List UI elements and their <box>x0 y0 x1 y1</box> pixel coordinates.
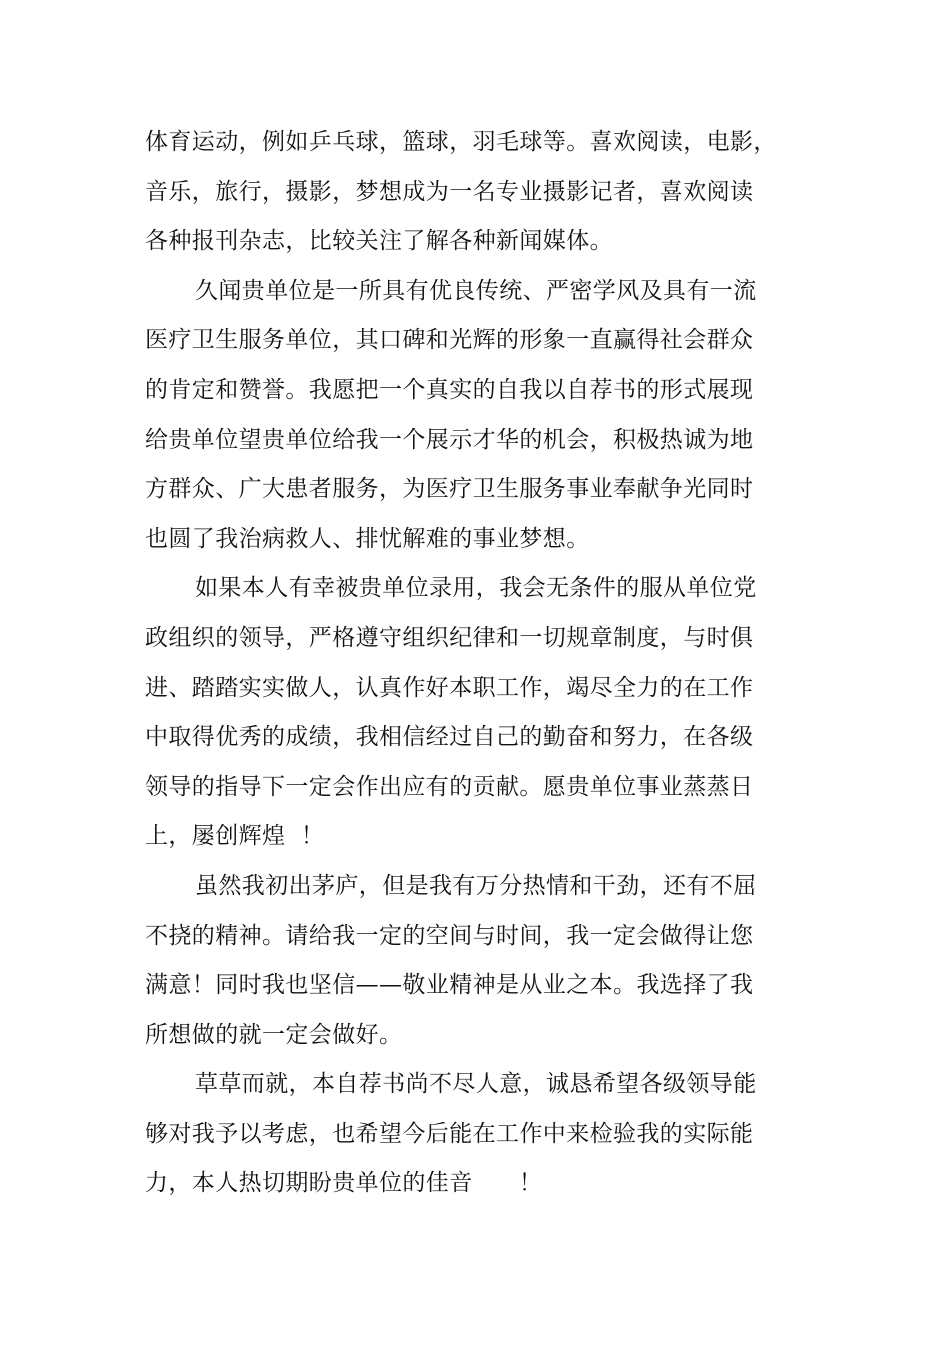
text-line: 给贵单位望贵单位给我一个展示才华的机会，积极热诚为地 <box>145 426 754 453</box>
text-line: 各种报刊杂志，比较关注了解各种新闻媒体。 <box>145 228 613 255</box>
paragraph-enthusiasm <box>145 862 755 1060</box>
document-body <box>145 118 777 1209</box>
text-line: 的肯定和赞誉。我愿把一个真实的自我以自荐书的形式展现 <box>145 376 754 403</box>
text-line: 不挠的精神。请给我一定的空间与时间，我一定会做得让您 <box>145 922 754 949</box>
text-line: 进、踏踏实实做人，认真作好本职工作，竭尽全力的在工作 <box>145 674 754 701</box>
text-line: 方群众、广大患者服务，为医疗卫生服务事业奉献争光同时 <box>145 476 754 503</box>
text-line: 领导的指导下一定会作出应有的贡献。愿贵单位事业蒸蒸日 <box>145 773 754 800</box>
text-line: 医疗卫生服务单位，其口碑和光辉的形象一直赢得社会群众 <box>145 327 754 354</box>
text-line: 力，本人热切期盼贵单位的佳音 ！ <box>145 1170 543 1197</box>
text-line: 够对我予以考虑，也希望今后能在工作中来检验我的实际能 <box>145 1120 754 1147</box>
paragraph-about-unit <box>145 267 755 565</box>
text-line: 草草而就，本自荐书尚不尽人意，诚恳希望各级领导能 <box>195 1071 757 1098</box>
text-line: 久闻贵单位是一所具有优良传统、严密学风及具有一流 <box>195 277 757 304</box>
text-line: 虽然我初出茅庐，但是我有万分热情和干劲，还有不屈 <box>195 872 757 899</box>
text-line: 体育运动，例如乒乓球，篮球，羽毛球等。喜欢阅读，电影， <box>145 129 777 155</box>
text-line: 上，屡创辉煌 ！ <box>145 823 325 850</box>
text-line: 也圆了我治病救人、排忧解难的事业梦想。 <box>145 525 590 552</box>
text-line: 满意！同时我也坚信——敬业精神是从业之本。我选择了我 <box>145 972 754 999</box>
text-line: 所想做的就一定会做好。 <box>145 1021 403 1048</box>
text-line: 音乐，旅行，摄影，梦想成为一名专业摄影记者，喜欢阅读 <box>145 178 754 205</box>
text-line: 如果本人有幸被贵单位录用，我会无条件的服从单位党 <box>195 575 757 602</box>
paragraph-hobbies <box>145 118 777 267</box>
text-line: 政组织的领导，严格遵守组织纪律和一切规章制度，与时俱 <box>145 624 754 651</box>
paragraph-commitment <box>145 564 755 862</box>
text-line: 中取得优秀的成绩，我相信经过自己的勤奋和努力，在各级 <box>145 724 754 751</box>
paragraph-closing <box>145 1060 755 1209</box>
